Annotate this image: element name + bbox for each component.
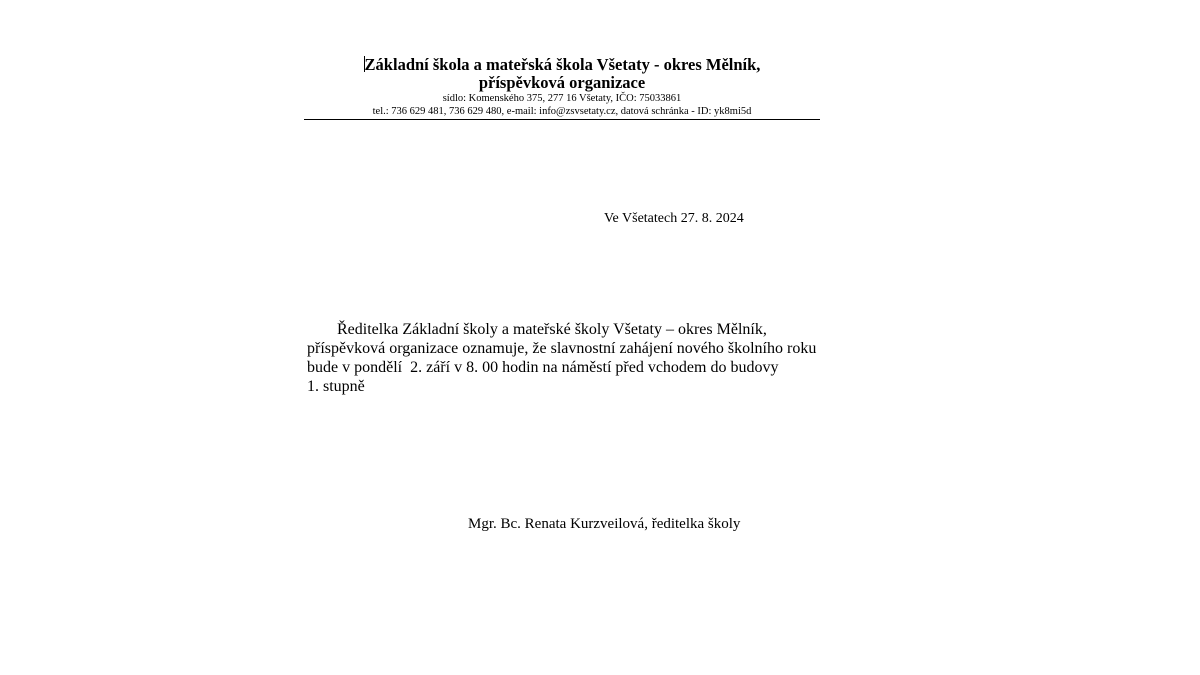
school-contact: tel.: 736 629 481, 736 629 480, e-mail: info@zsvsetaty.cz, datová schránka - ID: yk8mi5d [372, 106, 752, 117]
school-name: Základní škola a mateřská škola Všetaty - okres Mělník, [364, 55, 761, 74]
announcement-body [307, 320, 827, 396]
letterhead [304, 56, 820, 120]
letter-date: Ve Všetatech 27. 8. 2024 [604, 211, 744, 226]
body-line: Ředitelka Základní školy a mateřské školy Všetaty – okres Mělník, [337, 321, 767, 338]
school-address: sídlo: Komenského 375, 277 16 Všetaty, IČO: 75033861 [442, 93, 682, 104]
school-type: příspěvková organizace [478, 73, 646, 92]
signature: Mgr. Bc. Renata Kurzveilová, ředitelka školy [468, 516, 741, 532]
body-line: 1. stupně [307, 378, 365, 395]
body-line: bude v pondělí 2. září v 8. 00 hodin na náměstí před vchodem do budovy [307, 359, 779, 376]
body-line: příspěvková organizace oznamuje, že slavnostní zahájení nového školního roku [307, 340, 817, 357]
